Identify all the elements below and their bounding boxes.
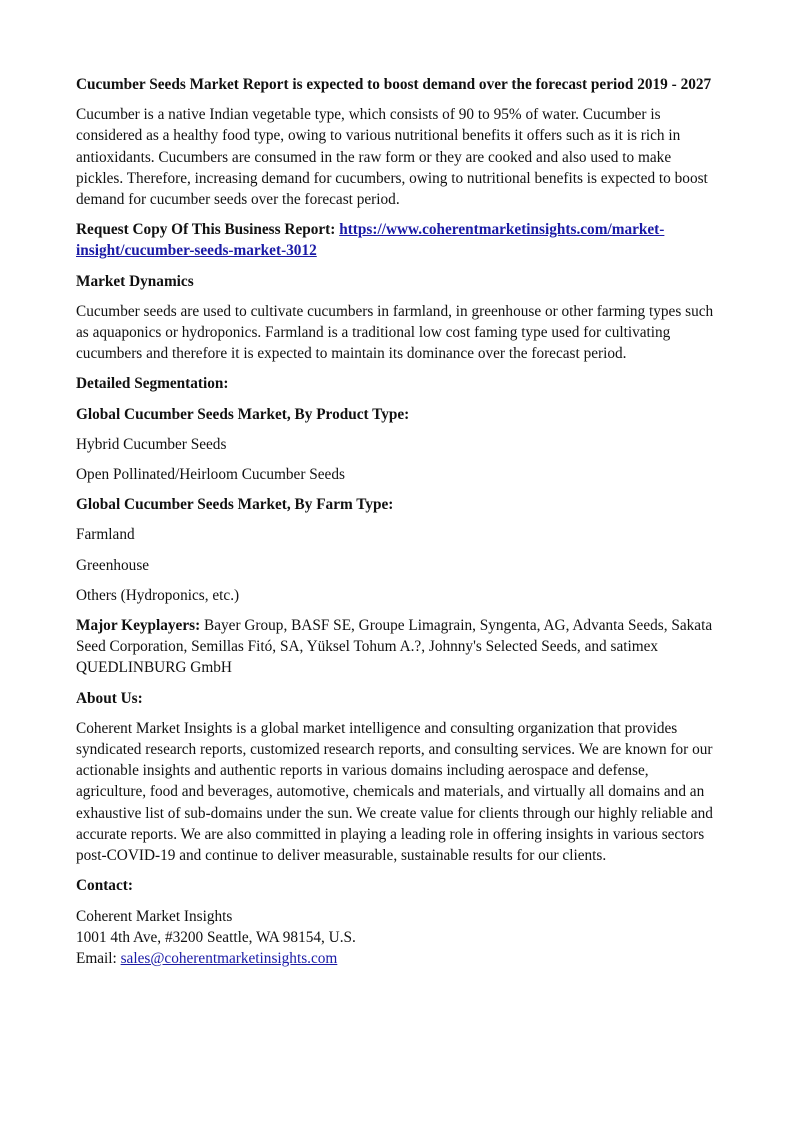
contact-heading: Contact: [76, 877, 133, 895]
detailed-segmentation-heading: Detailed Segmentation: [76, 375, 229, 393]
contact-email-label: Email: [76, 949, 121, 967]
market-dynamics-heading: Market Dynamics [76, 272, 194, 290]
document-title: Cucumber Seeds Market Report is expected to boost demand over the forecast period 2019 - 2027 [76, 76, 712, 93]
contact-company: Coherent Market Insights [76, 907, 233, 925]
market-dynamics-paragraph: Cucumber seeds are used to cultivate cucumbers in farmland, in greenhouse or other farming types such as aquaponics or hydroponics. Farmland is a traditional low cost faming type used for cultivating cucumbers and therefore it is expected to maintain its dominance over the forecast period. [76, 302, 714, 363]
keyplayers-label: Major Keyplayers: [76, 617, 201, 635]
product-type-heading: Global Cucumber Seeds Market, By Product Type: [76, 405, 410, 423]
farm-type-item: Farmland [76, 526, 135, 544]
contact-address: 1001 4th Ave, #3200 Seattle, WA 98154, U.S. [76, 928, 356, 946]
farm-type-item: Others (Hydroponics, etc.) [76, 586, 240, 604]
contact-block [76, 906, 721, 970]
contact-email-line [76, 948, 721, 969]
document-page [76, 74, 721, 978]
product-type-item: Open Pollinated/Heirloom Cucumber Seeds [76, 466, 345, 484]
request-copy-line [76, 219, 721, 261]
intro-paragraph: Cucumber is a native Indian vegetable type, which consists of 90 to 95% of water. Cucumber is considered as a healthy food type, owing to various nutritional benefits it offers such as it is rich in antioxidants. Cucumbers are consumed in the raw form or they are cooked and also used to make pickles. Therefore, increasing demand for cucumbers, owing to nutritional benefits is expected to boost demand for cucumber seeds over the forecast period. [76, 106, 708, 209]
report-link[interactable]: https://www.coherentmarketinsights.com/market-insight/cucumber-seeds-market-3012 [76, 221, 665, 260]
farm-type-heading: Global Cucumber Seeds Market, By Farm Type: [76, 496, 394, 514]
about-us-heading: About Us: [76, 689, 143, 707]
farm-type-item: Greenhouse [76, 556, 150, 574]
about-us-paragraph: Coherent Market Insights is a global market intelligence and consulting organization that provides syndicated research reports, customized research reports, and consulting services. We are known for our actionable insights and authentic reports in various domains including aerospace and defense, agriculture, food and beverages, automotive, chemicals and materials, and virtually all domains and an exhaustive list of sub-domains under the sun. We create value for clients through our highly reliable and accurate reports. We are also committed in playing a leading role in offering insights in various sectors post-COVID-19 and continue to deliver measurable, sustainable results for our clients. [76, 719, 713, 865]
contact-email-link[interactable]: sales@coherentmarketinsights.com [120, 949, 338, 967]
keyplayers-list: Bayer Group, BASF SE, Groupe Limagrain, Syngenta, AG, Advanta Seeds, Sakata Seed Corporation, Semillas Fitó, SA, Yüksel Tohum A.?, Johnny's Selected Seeds, and satimex QUEDLINBURG GmbH [76, 617, 713, 677]
product-type-item: Hybrid Cucumber Seeds [76, 435, 227, 453]
request-copy-label: Request Copy Of This Business Report: [76, 221, 336, 239]
keyplayers-paragraph [76, 615, 721, 679]
